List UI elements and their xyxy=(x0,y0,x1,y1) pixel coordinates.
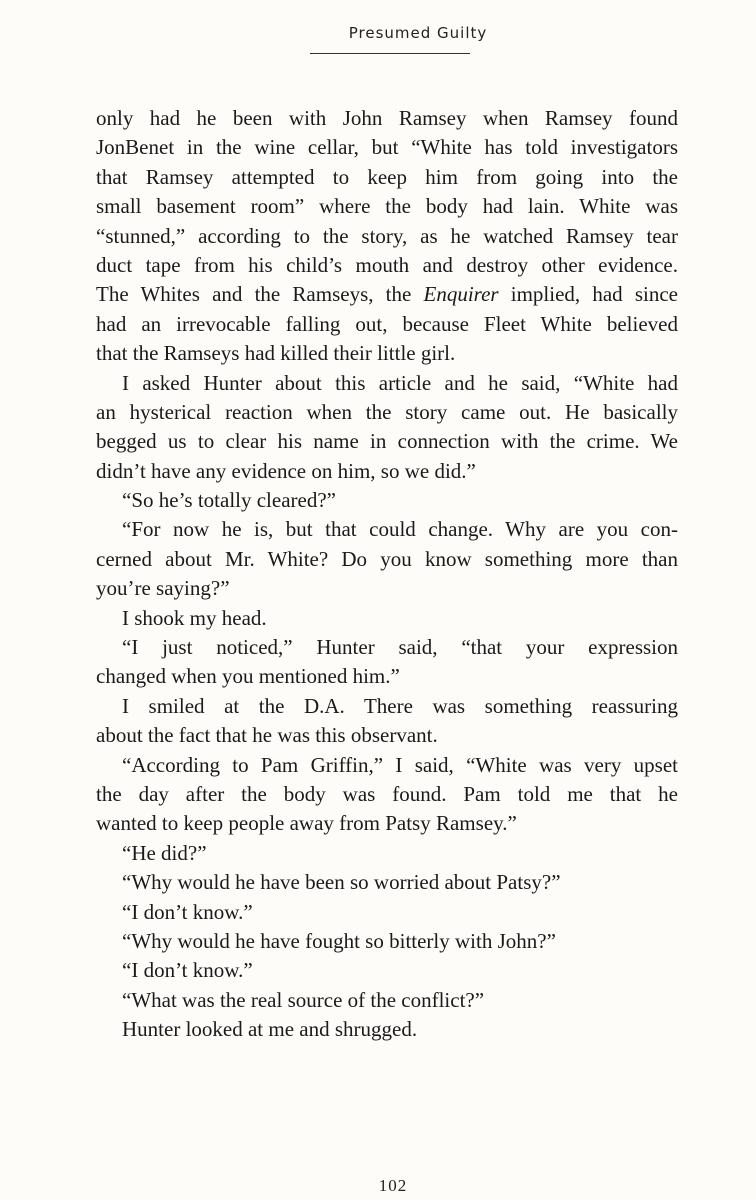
text-fragment: The Whites and the Ramseys, the xyxy=(96,282,424,307)
paragraph xyxy=(96,515,678,603)
text-line: duct tape from his child’s mouth and destroy other evidence. xyxy=(96,252,678,277)
publication-title: Enquirer xyxy=(423,282,499,307)
header-rule xyxy=(310,53,470,54)
text-line: wanted to keep people away from Patsy Ramsey.” xyxy=(96,811,517,836)
paragraph: I shook my head. xyxy=(122,605,267,630)
text-line: only had he been with John Ramsey when Ramsey found xyxy=(96,106,678,130)
body-text xyxy=(96,104,678,1045)
text-line: begged us to clear his name in connection with the crime. We xyxy=(96,429,678,454)
paragraph: “He did?” xyxy=(122,840,207,865)
text-line: about the fact that he was this observant. xyxy=(96,723,438,748)
text-line: I smiled at the D.A. There was something reassuring xyxy=(122,693,678,718)
page-number: 102 xyxy=(378,1176,408,1195)
text-line: that Ramsey attempted to keep him from going into the xyxy=(96,164,678,189)
text-line: had an irrevocable falling out, because Fleet White believed xyxy=(96,311,678,336)
text-line: small basement room” where the body had lain. White was xyxy=(96,194,678,219)
text-line: “I just noticed,” Hunter said, “that your expression xyxy=(122,635,678,660)
text-line: JonBenet in the wine cellar, but “White has told investigators xyxy=(96,135,678,160)
paragraph xyxy=(96,751,678,839)
paragraph: “So he’s totally cleared?” xyxy=(122,488,336,513)
text-line: didn’t have any evidence on him, so we did.” xyxy=(96,458,476,483)
paragraph xyxy=(96,633,678,692)
running-header xyxy=(0,24,756,43)
paragraph: “I don’t know.” xyxy=(122,958,253,983)
text-line: you’re saying?” xyxy=(96,576,230,601)
text-line: an hysterical reaction when the story came out. He basically xyxy=(96,399,678,424)
text-line: I asked Hunter about this article and he said, “White had xyxy=(122,370,678,395)
paragraph xyxy=(96,369,678,487)
text-line: “stunned,” according to the story, as he watched Ramsey tear xyxy=(96,223,678,248)
running-head-title: Presumed Guilty xyxy=(348,24,488,42)
paragraph: Hunter looked at me and shrugged. xyxy=(122,1017,418,1042)
paragraph: “I don’t know.” xyxy=(122,899,253,924)
text-line: changed when you mentioned him.” xyxy=(96,664,400,689)
text-line: “For now he is, but that could change. Why are you con- xyxy=(122,517,678,542)
text-line: “According to Pam Griffin,” I said, “White was very upset xyxy=(122,752,678,777)
text-line xyxy=(96,280,678,309)
text-fragment: implied, had since xyxy=(498,282,678,307)
text-line: the day after the body was found. Pam told me that he xyxy=(96,781,678,806)
paragraph xyxy=(96,692,678,751)
paragraph xyxy=(96,104,678,369)
text-line: that the Ramseys had killed their little girl. xyxy=(96,341,456,366)
paragraph: “Why would he have fought so bitterly with John?” xyxy=(122,928,556,953)
paragraph: “Why would he have been so worried about Patsy?” xyxy=(122,870,561,895)
text-line: cerned about Mr. White? Do you know something more than xyxy=(96,546,678,571)
paragraph: “What was the real source of the conflict?” xyxy=(122,987,485,1012)
